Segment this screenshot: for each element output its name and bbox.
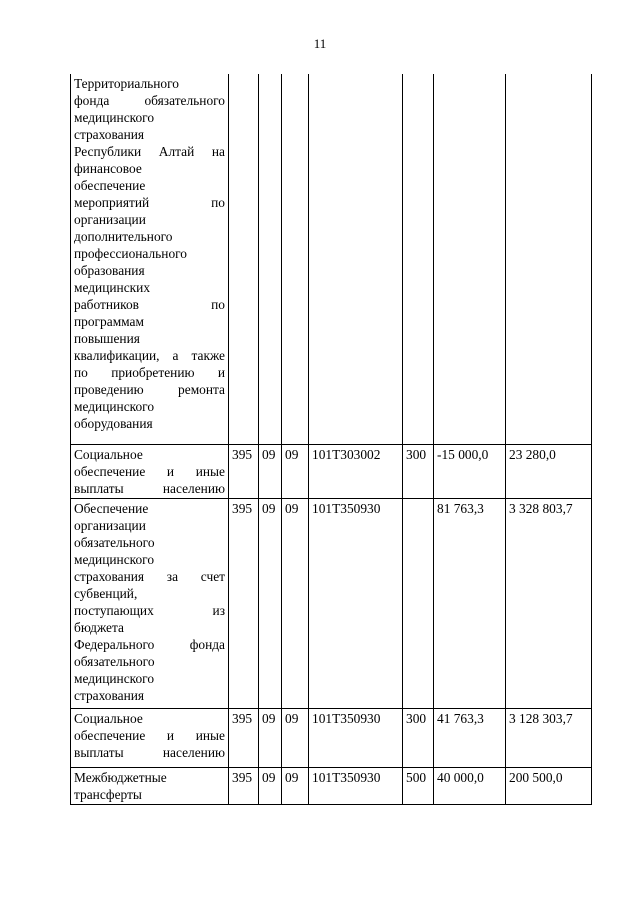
amount-change-cell: -15 000,0 (434, 444, 506, 498)
amount-change-cell: 40 000,0 (434, 767, 506, 804)
subsection-cell: 09 (282, 444, 309, 498)
item-name-line: выплаты населению (74, 480, 225, 496)
item-name-line: дополнительного (74, 229, 173, 244)
amount-change-cell (434, 74, 506, 444)
item-name-line: Территориального (74, 76, 179, 91)
item-name-line: организации (74, 517, 146, 533)
item-name-line: финансовое (74, 161, 142, 176)
amount-total-cell: 200 500,0 (506, 767, 592, 804)
item-name-line: страхования за счет (74, 568, 225, 584)
item-name-line: оборудования (74, 416, 153, 431)
item-name-line: медицинского (74, 110, 155, 125)
item-name-line: Федерального фонда (74, 636, 225, 652)
target-article-cell: 101Т350930 (309, 708, 403, 767)
item-name-line: Социальное (74, 710, 143, 726)
ministry-cell: 395 (229, 767, 259, 804)
section-cell: 09 (259, 708, 282, 767)
item-name-line: фонда обязательного (74, 93, 225, 108)
item-name-line: организации (74, 212, 146, 227)
item-name-line: Республики Алтай на (74, 144, 225, 159)
item-name-line: медицинских (74, 280, 151, 295)
item-name-line: медицинского (74, 670, 155, 686)
target-article-cell: 101Т350930 (309, 767, 403, 804)
item-name-line: повышения (74, 331, 140, 346)
expense-type-cell (403, 74, 434, 444)
item-name-line: Социальное (74, 446, 143, 462)
item-name-line: бюджета (74, 619, 124, 635)
subsection-cell: 09 (282, 498, 309, 708)
item-name-cell (71, 74, 229, 444)
item-name-cell (71, 767, 229, 804)
item-name-line: образования (74, 263, 145, 278)
table-row (71, 767, 592, 804)
item-name-line: проведению ремонта (74, 382, 225, 397)
item-name-line: мероприятий по (74, 195, 225, 210)
amount-total-cell: 23 280,0 (506, 444, 592, 498)
item-name-line: программам (74, 314, 144, 329)
page-number: 11 (313, 36, 327, 51)
section-cell: 09 (259, 444, 282, 498)
section-cell (259, 74, 282, 444)
item-name-line: страхования (74, 127, 145, 142)
item-name-cell (71, 444, 229, 498)
item-name-line: профессионального (74, 246, 187, 261)
item-name-line: субвенций, (74, 585, 138, 601)
amount-change-cell: 81 763,3 (434, 498, 506, 708)
target-article-cell: 101Т350930 (309, 498, 403, 708)
item-name-line: поступающих из (74, 602, 225, 618)
item-name-line: работников по (74, 297, 225, 312)
amount-total-cell: 3 328 803,7 (506, 498, 592, 708)
ministry-cell: 395 (229, 444, 259, 498)
subsection-cell (282, 74, 309, 444)
table-row (71, 74, 592, 444)
item-name-line: обязательного (74, 653, 155, 669)
expense-type-cell: 300 (403, 444, 434, 498)
item-name-line: обеспечение (74, 178, 146, 193)
item-name-line: обязательного (74, 534, 155, 550)
subsection-cell: 09 (282, 767, 309, 804)
amount-change-cell: 41 763,3 (434, 708, 506, 767)
budget-table (70, 74, 592, 805)
item-name-cell (71, 708, 229, 767)
item-name-line: обеспечение и иные (74, 727, 225, 743)
expense-type-cell (403, 498, 434, 708)
item-name-line: трансферты (74, 786, 142, 802)
ministry-cell: 395 (229, 708, 259, 767)
expense-type-cell: 300 (403, 708, 434, 767)
item-name-line: медицинского (74, 551, 155, 567)
item-name-line: Межбюджетные (74, 769, 167, 785)
item-name-cell (71, 498, 229, 708)
subsection-cell: 09 (282, 708, 309, 767)
table-row (71, 444, 592, 498)
table-row (71, 498, 592, 708)
target-article-cell: 101Т303002 (309, 444, 403, 498)
item-name-line: обеспечение и иные (74, 463, 225, 479)
ministry-cell (229, 74, 259, 444)
target-article-cell (309, 74, 403, 444)
item-name-line: по приобретению и (74, 365, 225, 380)
table-row (71, 708, 592, 767)
section-cell: 09 (259, 767, 282, 804)
item-name-line: медицинского (74, 399, 155, 414)
section-cell: 09 (259, 498, 282, 708)
item-name-line: страхования (74, 687, 145, 703)
amount-total-cell: 3 128 303,7 (506, 708, 592, 767)
item-name-line: выплаты населению (74, 744, 225, 760)
item-name-line: квалификации, а также (74, 348, 225, 363)
expense-type-cell: 500 (403, 767, 434, 804)
item-name-line: Обеспечение (74, 500, 149, 516)
amount-total-cell (506, 74, 592, 444)
ministry-cell: 395 (229, 498, 259, 708)
